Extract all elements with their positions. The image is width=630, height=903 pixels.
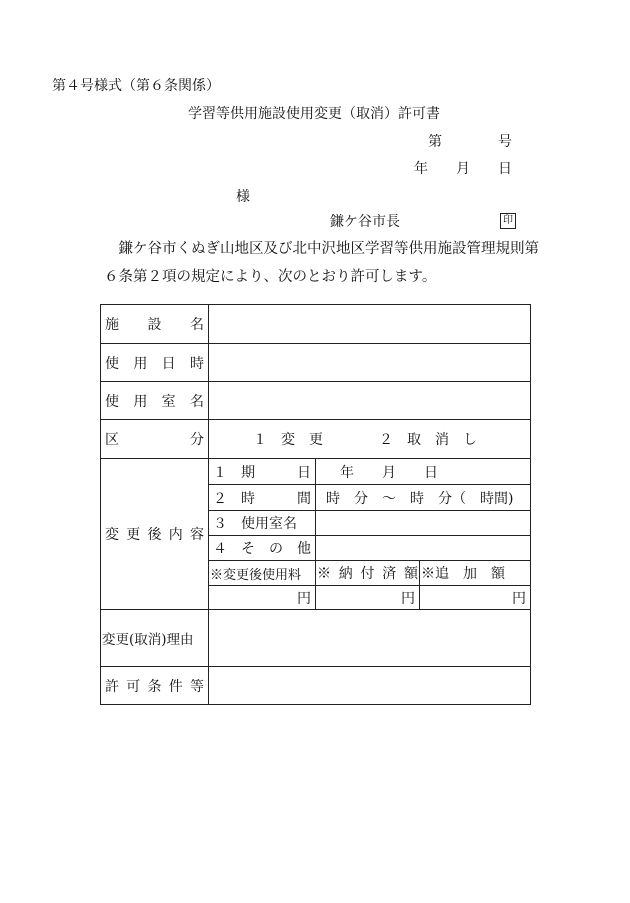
category-options[interactable]: １ 変 更 ２ 取 消 し [209,420,531,459]
item2-label: ２ 時 間 [209,485,316,511]
datetime-field[interactable] [209,344,531,382]
extra-yen[interactable]: 円 [420,586,531,610]
table-row [101,344,531,382]
fee-yen[interactable]: 円 [209,586,316,610]
table-row [101,610,531,667]
date-line: 年 月 日 [414,161,512,177]
table-row [101,305,531,344]
table-row [101,459,531,485]
facility-field[interactable] [209,305,531,344]
reason-label: 変更(取消)理由 [101,610,209,667]
body-text-line-1: 鎌ケ谷市くぬぎ山地区及び北中沢地区学習等供用施設管理規則第 [104,241,539,257]
paid-yen[interactable]: 円 [316,586,420,610]
item2-value[interactable]: 時 分 ～ 時 分（ 時間) [316,485,531,511]
conditions-field[interactable] [209,667,531,705]
conditions-label: 許可条件等 [101,667,209,705]
room-label: 使用室名 [101,382,209,420]
item3-label: ３ 使用室名 [209,511,316,536]
fee-label: ※変更後使用料 [209,561,316,586]
extra-label: ※追 加 額 [420,561,531,586]
document-title: 学習等供用施設使用変更（取消）許可書 [188,106,440,122]
paid-label: ※納付済額 [316,561,420,586]
room-field[interactable] [209,382,531,420]
number-line: 第 号 [428,134,512,150]
item3-value[interactable] [316,511,531,536]
addressee-suffix: 様 [236,189,250,205]
body-text-line-2: ６条第２項の規定により、次のとおり許可します。 [104,269,437,285]
seal-mark: 印 [500,213,516,229]
item1-label: １ 期 日 [209,459,316,485]
item4-value[interactable] [316,536,531,561]
item1-value[interactable]: 年 月 日 [316,459,531,485]
issuer-name: 鎌ケ谷市長 [330,214,400,230]
permit-table [100,304,531,705]
table-row [101,382,531,420]
form-number: 第４号様式（第６条関係） [52,78,220,94]
change-content-label: 変更後内容 [101,459,209,610]
item4-label: ４ そ の 他 [209,536,316,561]
reason-field[interactable] [209,610,531,667]
facility-label: 施設名 [101,305,209,344]
table-row [101,667,531,705]
table-row [101,420,531,459]
category-label: 区分 [101,420,209,459]
datetime-label: 使用日時 [101,344,209,382]
